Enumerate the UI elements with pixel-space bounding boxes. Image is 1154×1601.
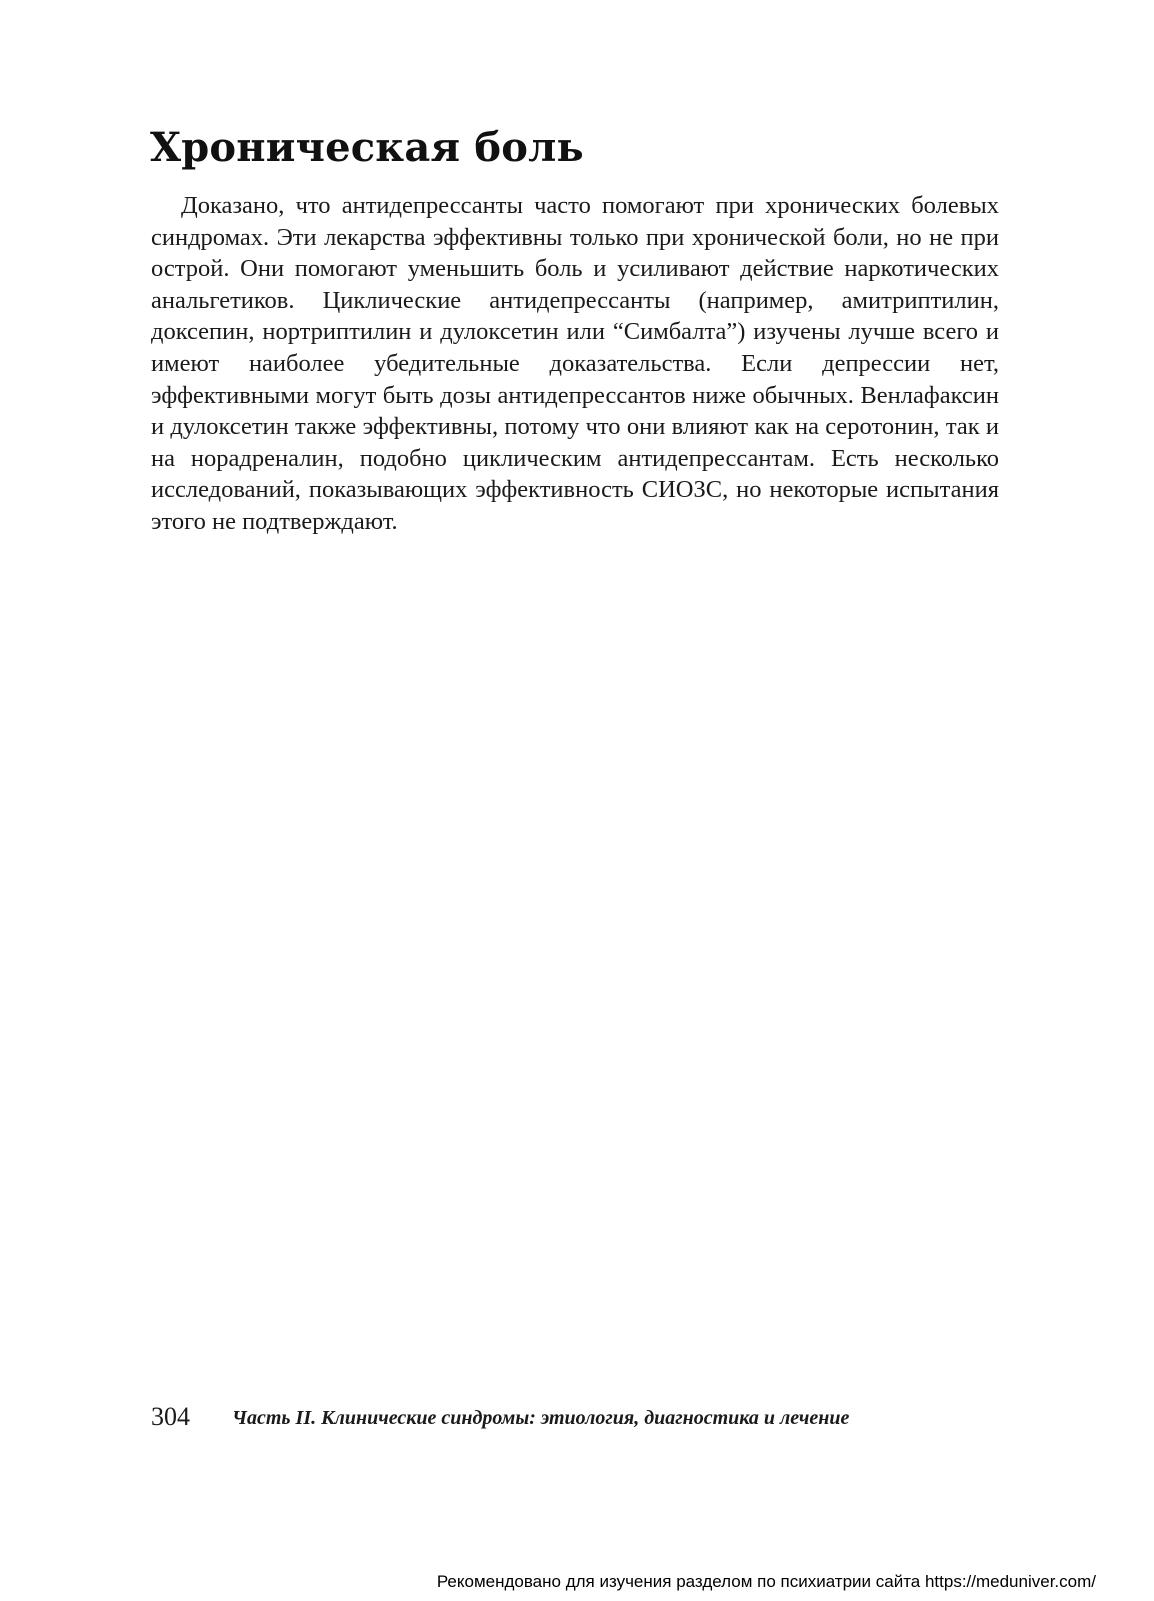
watermark-notice: Рекомендовано для изучения разделом по психиатрии сайта https://meduniver.com/ xyxy=(436,1572,1096,1591)
running-title: Часть II. Клинические синдромы: этиология, диагностика и лечение xyxy=(232,1407,850,1429)
page-footer xyxy=(151,1400,999,1434)
section-heading: Хроническая боль xyxy=(150,124,584,171)
page-number: 304 xyxy=(151,1402,190,1431)
body-paragraph: Доказано, что антидепрессанты часто помогают при хронических болевых синдромах. Эти лекарства эффективны только при хронической боли, но не при острой. Они помогают уменьшить боль и усиливают действие наркотических анальгетиков. Циклические антидепрессанты (например, амитриптилин, доксепин, нортриптилин и дулоксетин или “Симбалта”) изучены лучше всего и имеют наиболее убедительные доказательства. Если депрессии нет, эффективными могут быть дозы антидепрессантов ниже обычных. Венлафаксин и дулоксетин также эффективны, потому что они влияют как на серотонин, так и на норадреналин, подобно циклическим антидепрессантам. Есть несколько исследований, показывающих эффективность СИОЗС, но некоторые испытания этого не подтверждают. xyxy=(151,192,999,535)
